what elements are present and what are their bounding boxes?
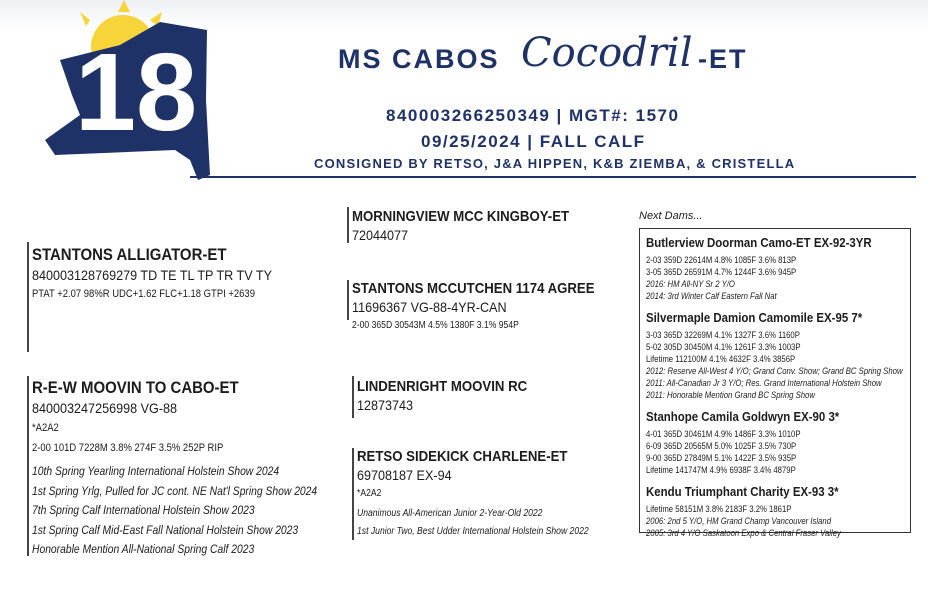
maternal-granddam-block [357,448,626,541]
dam-wins [32,462,317,560]
next-dam-record: 5-02 305D 30450M 4.1% 1261F 3.3% 1003P [646,342,801,352]
dam-name: R-E-W MOOVIN TO CABO-ET [32,378,239,397]
dam-record: 2-00 101D 7228M 3.8% 274F 3.5% 252P RIP [32,442,224,454]
maternal-granddam-win: 1st Junior Two, Best Udder International Holstein Show 2022 [357,526,589,537]
dam-id: 840003247256998 VG-88 [32,400,178,416]
next-dam-name: Stanhope Camila Goldwyn EX-90 3* [646,409,840,424]
birth-date-line: 09/25/2024 | FALL CALF [421,132,646,151]
dam-block [32,378,364,560]
sire-bar [27,242,29,352]
sire-block [32,245,299,300]
paternal-grandsire-block [352,208,599,243]
animal-name-suffix: -ET [698,44,748,74]
next-dam-note: 2014: 3rd Winter Calf Eastern Fall Nat [646,291,777,301]
next-dam-entry [646,235,906,302]
next-dam-note: 2012: Reserve All-West 4 Y/O; Grand Conv. Show; Grand BC Spring Show [646,366,903,376]
next-dams-box [639,228,911,538]
maternal-granddam-win: Unanimous All-American Junior 2-Year-Old 2022 [357,508,543,519]
pgd-bar [347,280,349,320]
next-dam-record: Lifetime 58151M 3.8% 2183F 3.2% 1861P [646,504,792,514]
dam-genotype: *A2A2 [32,422,59,434]
dam-win: 7th Spring Calf International Holstein Show 2023 [32,503,255,517]
sire-proof: PTAT +2.07 98%R UDC+1.62 FLC+1.18 GTPI +2639 [32,288,255,300]
dam-win: 1st Spring Calf Mid-East Fall National Holstein Show 2023 [32,522,299,537]
next-dam-note: 2005: 3rd 4 Y/O Saskatoon Expo & Central Fraser Valley [646,528,841,538]
next-dam-record: Lifetime 141747M 4.9% 6938F 3.4% 4879P [646,465,796,475]
maternal-granddam-name: RETSO SIDEKICK CHARLENE-ET [357,448,568,465]
next-dam-entry [646,310,906,401]
next-dam-note: 2011: Honorable Mention Grand BC Spring Show [646,390,815,400]
next-dam-record: Lifetime 112100M 4.1% 4632F 3.4% 3856P [646,354,796,364]
paternal-granddam-id: 11696367 VG-88-4YR-CAN [352,299,507,315]
next-dam-name: Kendu Triumphant Charity EX-93 3* [646,484,839,499]
maternal-granddam-genotype: *A2A2 [357,488,382,499]
sire-id: 840003128769279 TD TE TL TP TR TV TY [32,267,273,283]
paternal-granddam-block [352,280,628,331]
next-dam-note: 2016: HM All-NY Sr 2 Y/O [646,279,735,289]
dam-win: Honorable Mention All-National Spring Calf 2023 [32,542,255,556]
lot-number: 18 [74,31,198,154]
next-dam-record: 2-03 359D 22614M 4.8% 1085F 3.6% 813P [646,255,797,265]
maternal-granddam-wins [357,505,589,541]
dam-win: 1st Spring Yrlg, Pulled for JC cont. NE Nat'l Spring Show 2024 [32,483,318,498]
next-dam-note: 2011: All-Canadian Jr 3 Y/O; Res. Grand International Holstein Show [646,378,882,388]
next-dam-record: 6-09 365D 20565M 5.0% 1025F 3.5% 730P [646,441,797,451]
next-dam-record: 3-03 365D 32269M 4.1% 1327F 3.6% 1160P [646,330,800,340]
pgs-bar [347,207,349,243]
maternal-grandsire-id: 12873743 [357,397,414,413]
next-dam-note: 2006: 2nd 5 Y/O, HM Grand Champ Vancouver Island [646,516,832,526]
consignor-line: CONSIGNED BY RETSO, J&A HIPPEN, K&B ZIEMBA, & CRISTELLA [314,156,796,171]
sire-name: STANTONS ALLIGATOR-ET [32,245,227,264]
animal-name-prefix: MS CABOS [338,44,500,74]
next-dam-record: 9-00 365D 27849M 5.1% 1422F 3.5% 935P [646,453,797,463]
dam-bar [27,376,29,556]
maternal-granddam-id: 69708187 EX-94 [357,467,452,483]
animal-name-script: Cocodril [521,30,693,76]
paternal-grandsire-id: 72044077 [352,227,409,243]
next-dam-entry [646,484,906,539]
next-dams-heading: Next Dams... [639,210,703,222]
next-dam-entry [646,409,906,476]
next-dam-record: 3-05 365D 26591M 4.7% 1244F 3.6% 945P [646,267,797,277]
next-dam-record: 4-01 365D 30461M 4.9% 1486F 3.3% 1010P [646,429,801,439]
dam-win: 10th Spring Yearling International Holstein Show 2024 [32,464,280,478]
maternal-grandsire-block [357,378,550,413]
registration-line: 840003266250349 | MGT#: 1570 [386,106,680,125]
paternal-granddam-record: 2-00 365D 30543M 4.5% 1380F 3.1% 954P [352,320,519,331]
next-dam-name: Butlerview Doorman Camo-ET EX-92-3YR [646,235,872,250]
paternal-granddam-name: STANTONS MCCUTCHEN 1174 AGREE [352,280,595,297]
paternal-grandsire-name: MORNINGVIEW MCC KINGBOY-ET [352,208,570,225]
header-rule [190,176,916,178]
maternal-grandsire-name: LINDENRIGHT MOOVIN RC [357,378,528,395]
next-dam-name: Silvermaple Damion Camomile EX-95 7* [646,310,863,325]
lot-logo [0,0,215,190]
